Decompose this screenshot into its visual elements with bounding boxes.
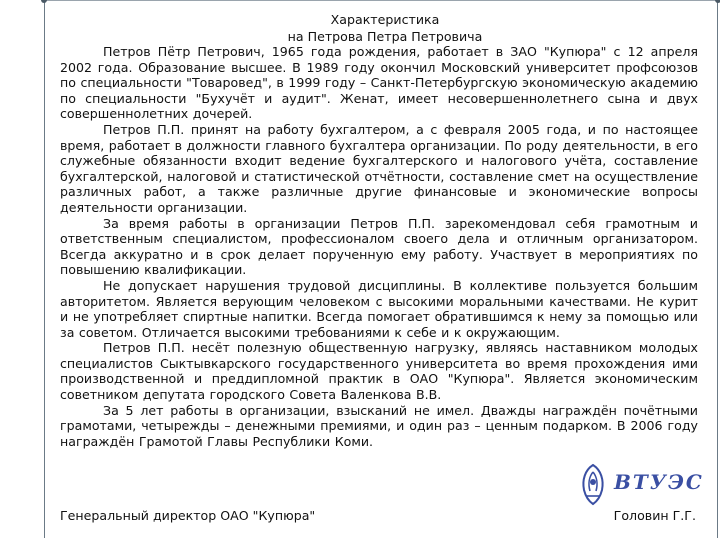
university-logo [576, 462, 706, 508]
signatory-name: Головин Г.Г. [613, 508, 696, 523]
paragraph: За 5 лет работы в организации, взысканий не имел. Дважды награждён почётными грамотами, четырежды – денежными премиями, и один раз – ценным подарком. В 2006 году награждён Грамотой Главы Республики Коми. [60, 402, 698, 449]
paragraph: За время работы в организации Петров П.П. зарекомендовал себя грамотным и ответственным специалистом, профессионалом своего дела и отличным организатором. Всегда аккуратно и в срок делает порученную ему работу. Участвует в мероприятиях по повышению квалификации. [60, 215, 698, 278]
logo-wordmark: ВТУЭС [614, 470, 704, 494]
document-title: Характеристика [330, 12, 440, 27]
paragraph: Петров П.П. несёт полезную общественную нагрузку, являясь наставником молодых специалистов Сыктывкарского государственного университета во время прохождения ими производственной и преддипломной практик в ОАО "Купюра". Является экономическим советником депутата городского Совета Валенкова В.В. [60, 340, 698, 403]
paragraph: Не допускает нарушения трудовой дисциплины. В коллективе пользуется большим авторитетом. Является верующим человеком с высокими моральными качествами. Не курит и не употребляет спиртные напитки. Всегда помогает обратившимся к нему за помощью или за советом. Отличается высокими требованиями к себе и к окружающим. [60, 277, 698, 340]
paragraph: Петров Пётр Петрович, 1965 года рождения, работает в ЗАО "Купюра" с 12 апреля 2002 года. Образование высшее. В 1989 году окончил Московский университет профсоюзов по специальности "Товаровед", в 1999 году – Санкт-Петербургскую экономическую академию по специальности "Бухучёт и аудит". Женат, имеет несовершеннолетнего сына и двух совершеннолетних дочерей. [60, 44, 699, 122]
frame-corner-dot [41, 0, 47, 3]
document-subtitle: на Петрова Петра Петровича [287, 29, 483, 44]
paragraph: Петров П.П. принят на работу бухгалтером, а с февраля 2005 года, и по настоящее время, работает в должности главного бухгалтера организации. По роду деятельности, в его служебные обязанности входит ведение бухгалтерского и налогового учёта, составление бухгалтерской, налоговой и статистической отчётности, составление смет на осуществление различных работ, а также различные другие финансовые и экономические вопросы деятельности организации. [60, 121, 698, 215]
logo-emblem-icon [576, 462, 610, 506]
signatory-position: Генеральный директор ОАО "Купюра" [60, 508, 316, 523]
frame-corner-dot [715, 0, 720, 3]
document-body [60, 44, 698, 449]
